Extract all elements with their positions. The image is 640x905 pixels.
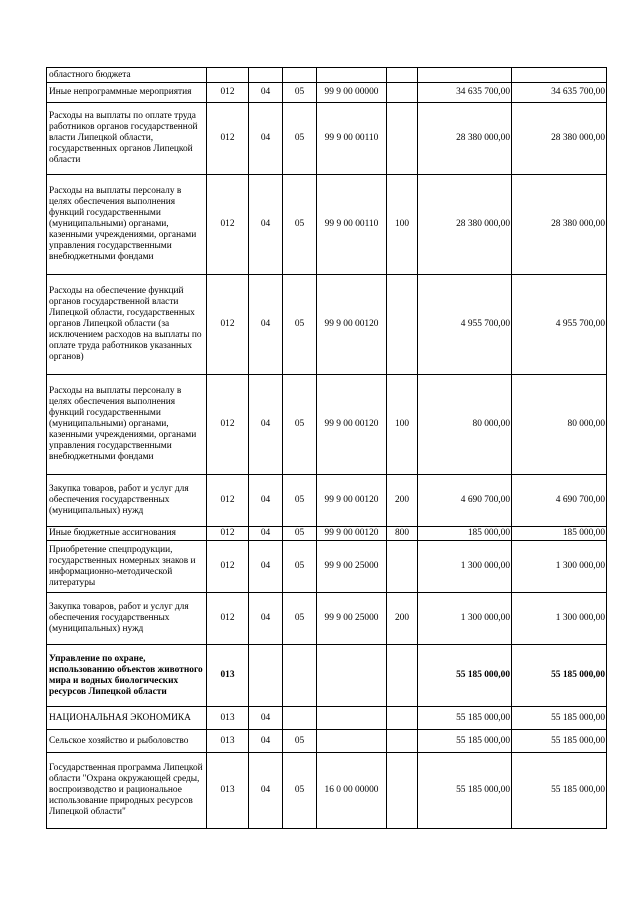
cell-gr-code: 013 — [207, 707, 249, 730]
cell-sum-1: 28 380 000,00 — [418, 103, 512, 175]
cell-sum-2: 28 380 000,00 — [512, 103, 607, 175]
cell-subsection: 05 — [283, 103, 317, 175]
cell-section: 04 — [249, 541, 283, 593]
cell-expense-type — [387, 83, 418, 103]
cell-gr-code: 012 — [207, 527, 249, 541]
cell-expense-type — [387, 275, 418, 375]
cell-gr-code: 012 — [207, 593, 249, 645]
table-row — [47, 707, 607, 730]
row-name: Расходы на выплаты персоналу в целях обеспечения выполнения функций государственными (муниципальными) органами, казенными учреждениями, органами управления государственными внебюджетными фондами — [47, 175, 207, 275]
cell-sum-2: 1 300 000,00 — [512, 541, 607, 593]
cell-sum-1: 1 300 000,00 — [418, 593, 512, 645]
cell-gr-code: 013 — [207, 753, 249, 829]
cell-sum-2: 4 955 700,00 — [512, 275, 607, 375]
cell-target-article: 99 9 00 00120 — [317, 475, 387, 527]
cell-target-article: 99 9 00 00120 — [317, 527, 387, 541]
cell-target-article: 99 9 00 00110 — [317, 175, 387, 275]
cell-expense-type: 100 — [387, 175, 418, 275]
cell-section: 04 — [249, 475, 283, 527]
cell-expense-type — [387, 707, 418, 730]
cell-target-article: 99 9 00 25000 — [317, 541, 387, 593]
row-name: Сельское хозяйство и рыболовство — [47, 730, 207, 753]
cell-section: 04 — [249, 730, 283, 753]
cell-expense-type — [387, 645, 418, 707]
cell-subsection — [283, 645, 317, 707]
row-name: Иные непрограммные мероприятия — [47, 83, 207, 103]
cell-subsection: 05 — [283, 475, 317, 527]
cell-section: 04 — [249, 753, 283, 829]
table-row — [47, 103, 607, 175]
table-row — [47, 645, 607, 707]
cell-subsection: 05 — [283, 375, 317, 475]
cell-gr-code: 013 — [207, 730, 249, 753]
table-row — [47, 475, 607, 527]
table-row — [47, 175, 607, 275]
row-name: Расходы на выплаты по оплате труда работников органов государственной власти Липецкой области, государственных органов Липецкой области — [47, 103, 207, 175]
cell-section — [249, 645, 283, 707]
cell-gr-code: 012 — [207, 541, 249, 593]
table-row — [47, 68, 607, 83]
cell-sum-2: 80 000,00 — [512, 375, 607, 475]
cell-section: 04 — [249, 275, 283, 375]
cell-sum-2: 28 380 000,00 — [512, 175, 607, 275]
row-name: Приобретение спецпродукции, государственных номерных знаков и информационно-методической литературы — [47, 541, 207, 593]
cell-section: 04 — [249, 593, 283, 645]
cell-gr-code: 012 — [207, 375, 249, 475]
cell-target-article: 99 9 00 00110 — [317, 103, 387, 175]
table-row — [47, 541, 607, 593]
row-name: Расходы на выплаты персоналу в целях обеспечения выполнения функций государственными (муниципальными) органами, казенными учреждениями, органами управления государственными внебюджетными фондами — [47, 375, 207, 475]
cell-expense-type — [387, 730, 418, 753]
cell-section: 04 — [249, 707, 283, 730]
cell-expense-type — [387, 541, 418, 593]
cell-expense-type — [387, 753, 418, 829]
cell-gr-code: 012 — [207, 175, 249, 275]
cell-sum-2: 55 185 000,00 — [512, 730, 607, 753]
cell-sum-2: 55 185 000,00 — [512, 645, 607, 707]
table-row — [47, 527, 607, 541]
cell-sum-2: 55 185 000,00 — [512, 707, 607, 730]
cell-section: 04 — [249, 527, 283, 541]
cell-target-article — [317, 645, 387, 707]
cell-sum-1: 28 380 000,00 — [418, 175, 512, 275]
cell-sum-1: 4 690 700,00 — [418, 475, 512, 527]
cell-sum-1: 55 185 000,00 — [418, 730, 512, 753]
cell-subsection — [283, 68, 317, 83]
table-row — [47, 753, 607, 829]
cell-subsection: 05 — [283, 175, 317, 275]
cell-expense-type — [387, 103, 418, 175]
cell-sum-1: 55 185 000,00 — [418, 707, 512, 730]
cell-sum-1: 4 955 700,00 — [418, 275, 512, 375]
cell-section: 04 — [249, 375, 283, 475]
cell-gr-code: 013 — [207, 645, 249, 707]
cell-subsection: 05 — [283, 753, 317, 829]
cell-sum-2: 185 000,00 — [512, 527, 607, 541]
cell-target-article: 99 9 00 25000 — [317, 593, 387, 645]
budget-document — [46, 67, 606, 829]
cell-subsection: 05 — [283, 275, 317, 375]
cell-target-article — [317, 707, 387, 730]
cell-sum-1: 1 300 000,00 — [418, 541, 512, 593]
cell-sum-2: 1 300 000,00 — [512, 593, 607, 645]
cell-subsection: 05 — [283, 83, 317, 103]
row-name: НАЦИОНАЛЬНАЯ ЭКОНОМИКА — [47, 707, 207, 730]
table-row — [47, 375, 607, 475]
cell-expense-type: 200 — [387, 475, 418, 527]
cell-section — [249, 68, 283, 83]
row-name: Расходы на обеспечение функций органов государственной власти Липецкой области, государственных органов Липецкой области (за исключением расходов на выплаты по оплате труда работников указанных органов) — [47, 275, 207, 375]
cell-sum-1: 80 000,00 — [418, 375, 512, 475]
cell-section: 04 — [249, 83, 283, 103]
cell-sum-2: 34 635 700,00 — [512, 83, 607, 103]
cell-expense-type: 100 — [387, 375, 418, 475]
cell-section: 04 — [249, 175, 283, 275]
cell-subsection: 05 — [283, 730, 317, 753]
cell-sum-2: 55 185 000,00 — [512, 753, 607, 829]
table-row — [47, 593, 607, 645]
cell-sum-1: 55 185 000,00 — [418, 645, 512, 707]
cell-sum-1: 55 185 000,00 — [418, 753, 512, 829]
row-name: Государственная программа Липецкой области "Охрана окружающей среды, воспроизводство и рациональное использование природных ресурсов Липецкой области" — [47, 753, 207, 829]
cell-target-article: 99 9 00 00120 — [317, 275, 387, 375]
cell-gr-code: 012 — [207, 475, 249, 527]
cell-target-article: 99 9 00 00000 — [317, 83, 387, 103]
cell-subsection — [283, 707, 317, 730]
cell-section: 04 — [249, 103, 283, 175]
cell-target-article — [317, 730, 387, 753]
cell-target-article — [317, 68, 387, 83]
cell-gr-code: 012 — [207, 83, 249, 103]
cell-sum-1: 34 635 700,00 — [418, 83, 512, 103]
cell-subsection: 05 — [283, 541, 317, 593]
cell-subsection: 05 — [283, 527, 317, 541]
cell-expense-type — [387, 68, 418, 83]
row-name: Управление по охране, использованию объектов животного мира и водных биологических ресурсов Липецкой области — [47, 645, 207, 707]
table-row — [47, 730, 607, 753]
cell-sum-2 — [512, 68, 607, 83]
cell-sum-1: 185 000,00 — [418, 527, 512, 541]
table-row — [47, 83, 607, 103]
row-name: Закупка товаров, работ и услуг для обеспечения государственных (муниципальных) нужд — [47, 593, 207, 645]
cell-gr-code — [207, 68, 249, 83]
cell-gr-code: 012 — [207, 275, 249, 375]
cell-sum-1 — [418, 68, 512, 83]
cell-sum-2: 4 690 700,00 — [512, 475, 607, 527]
table-row — [47, 275, 607, 375]
cell-target-article: 99 9 00 00120 — [317, 375, 387, 475]
row-name: Иные бюджетные ассигнования — [47, 527, 207, 541]
budget-table — [46, 67, 607, 829]
cell-gr-code: 012 — [207, 103, 249, 175]
cell-target-article: 16 0 00 00000 — [317, 753, 387, 829]
cell-expense-type: 200 — [387, 593, 418, 645]
cell-expense-type: 800 — [387, 527, 418, 541]
row-name: областного бюджета — [47, 68, 207, 83]
row-name: Закупка товаров, работ и услуг для обеспечения государственных (муниципальных) нужд — [47, 475, 207, 527]
cell-subsection: 05 — [283, 593, 317, 645]
